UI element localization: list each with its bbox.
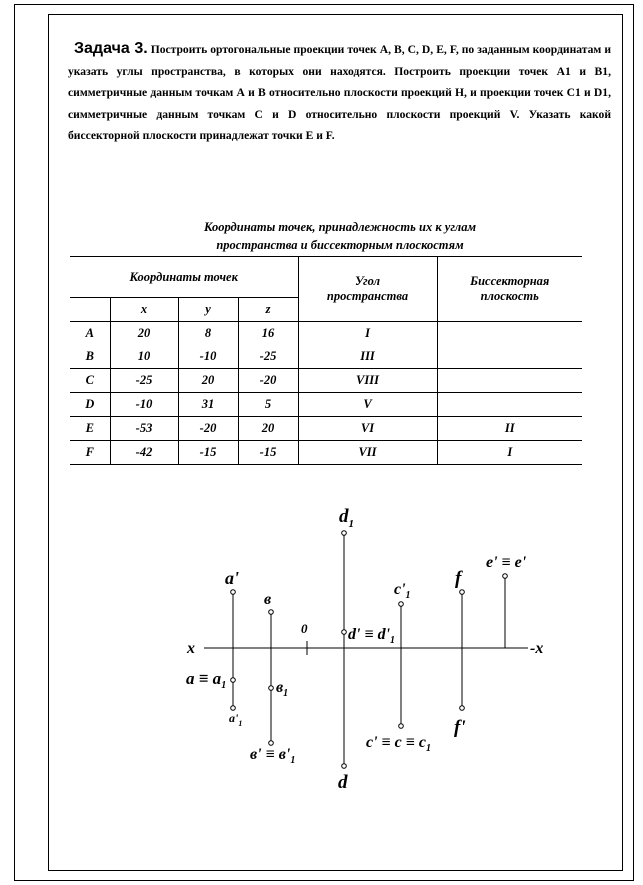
label-b-top: в	[264, 591, 272, 608]
point-f-top	[460, 590, 465, 595]
row-b-angle: III	[298, 345, 437, 369]
label-a1-front-sub: 1	[238, 719, 243, 728]
label-d1-main: d	[339, 506, 349, 527]
label-d-eq	[348, 626, 395, 646]
point-f-front	[460, 706, 465, 711]
point-d1	[342, 531, 347, 536]
label-a-eq	[186, 669, 226, 691]
table-caption-line2: пространства и биссекторным плоскостям	[216, 238, 464, 252]
row-d-z: 5	[238, 393, 298, 417]
axis-neg-x-label: -x	[530, 640, 544, 657]
point-b-front	[269, 741, 274, 746]
row-f-y: -15	[178, 441, 238, 465]
point-e	[503, 574, 508, 579]
point-c-eq	[399, 724, 404, 729]
label-b-eq-sub: 1	[290, 755, 296, 766]
point-a1-front	[231, 706, 236, 711]
row-e-point: E	[70, 417, 110, 441]
row-e-x: -53	[110, 417, 178, 441]
label-c-eq	[366, 734, 431, 754]
point-c1-front	[399, 602, 404, 607]
label-b1-main: в	[276, 679, 284, 696]
header-z: z	[238, 298, 298, 322]
label-d-eq-sub: 1	[390, 635, 396, 646]
row-d-y: 31	[178, 393, 238, 417]
row-b-x: 10	[110, 345, 178, 369]
task-text: Построить ортогональные проекции точек А, В, С, D, Е, F, по заданным координатам и указать углы пространства, в которых они находятся. Построить проекции точек А1 и В1, симметричные данным точкам А и В относительно плоскости проекций Н, и проекции точек С1 и D1, симметричные данным точкам C и D относительно плоскости проекций V. Указать какой биссекторной плоскости принадлежат точки E и F.	[68, 43, 612, 143]
header-angle-line2: пространства	[326, 289, 409, 303]
row-f-point: F	[70, 441, 110, 465]
point-d-top	[342, 764, 347, 769]
row-f-bisector: I	[437, 441, 582, 465]
label-a-front: a'	[225, 568, 240, 588]
label-d-eq-main: d' ≡ d'	[348, 626, 391, 643]
axis-x-label: x	[187, 640, 195, 657]
row-a-z: 16	[238, 322, 298, 346]
row-d-angle: V	[298, 393, 437, 417]
label-b1-sub: 1	[283, 688, 289, 699]
label-c1-front	[394, 581, 411, 601]
table-caption-line1: Координаты точек, принадлежность их к углам	[203, 220, 477, 234]
point-b1	[269, 686, 274, 691]
label-a-eq-sub: 1	[221, 680, 227, 691]
label-b-eq-main: в' ≡ в'	[250, 746, 291, 763]
row-d-point: D	[70, 393, 110, 417]
point-a-top	[231, 678, 236, 683]
label-d1-sub: 1	[348, 518, 354, 530]
header-bisector-line2: плоскость	[480, 289, 539, 303]
header-angle-line1: Угол	[354, 274, 381, 288]
point-d-front	[342, 630, 347, 635]
row-b-point: B	[70, 345, 110, 369]
label-c1-front-main: c'	[394, 581, 406, 598]
row-e-angle: VI	[298, 417, 437, 441]
row-c-point: C	[70, 369, 110, 393]
row-e-y: -20	[178, 417, 238, 441]
label-f-front: f'	[454, 717, 466, 738]
row-a-y: 8	[178, 322, 238, 346]
row-a-angle: I	[298, 322, 437, 346]
label-c-eq-main: c' ≡ c ≡ c	[366, 734, 426, 751]
header-x: x	[110, 298, 178, 322]
label-f: f	[455, 568, 462, 589]
row-c-x: -25	[110, 369, 178, 393]
label-c-eq-sub: 1	[425, 743, 431, 754]
row-b-z: -25	[238, 345, 298, 369]
row-e-z: 20	[238, 417, 298, 441]
row-f-angle: VII	[298, 441, 437, 465]
row-f-x: -42	[110, 441, 178, 465]
row-c-angle: VIII	[298, 369, 437, 393]
label-a1-front-main: a'	[229, 711, 239, 725]
label-d: d	[338, 772, 348, 793]
row-e-bisector: II	[437, 417, 582, 441]
label-c1-front-sub: 1	[405, 590, 411, 601]
header-bisector-line1: Биссекторная	[470, 274, 550, 288]
label-a1-front	[229, 711, 242, 728]
task-title: Задача 3.	[74, 40, 148, 57]
row-b-y: -10	[178, 345, 238, 369]
row-a-x: 20	[110, 322, 178, 346]
row-c-z: -20	[238, 369, 298, 393]
label-d1	[339, 506, 354, 530]
label-e-eq: e' ≡ e'	[486, 554, 527, 571]
label-b-eq	[250, 746, 295, 766]
label-b1	[276, 679, 288, 699]
header-y: y	[178, 298, 238, 322]
header-coords: Координаты точек	[70, 257, 298, 298]
row-c-y: 20	[178, 369, 238, 393]
point-a-front	[231, 590, 236, 595]
row-f-z: -15	[238, 441, 298, 465]
row-d-x: -10	[110, 393, 178, 417]
row-a-point: A	[70, 322, 110, 346]
label-a-eq-main: a ≡ a	[186, 669, 222, 688]
point-b-top	[269, 610, 274, 615]
origin-label: 0	[301, 621, 308, 636]
